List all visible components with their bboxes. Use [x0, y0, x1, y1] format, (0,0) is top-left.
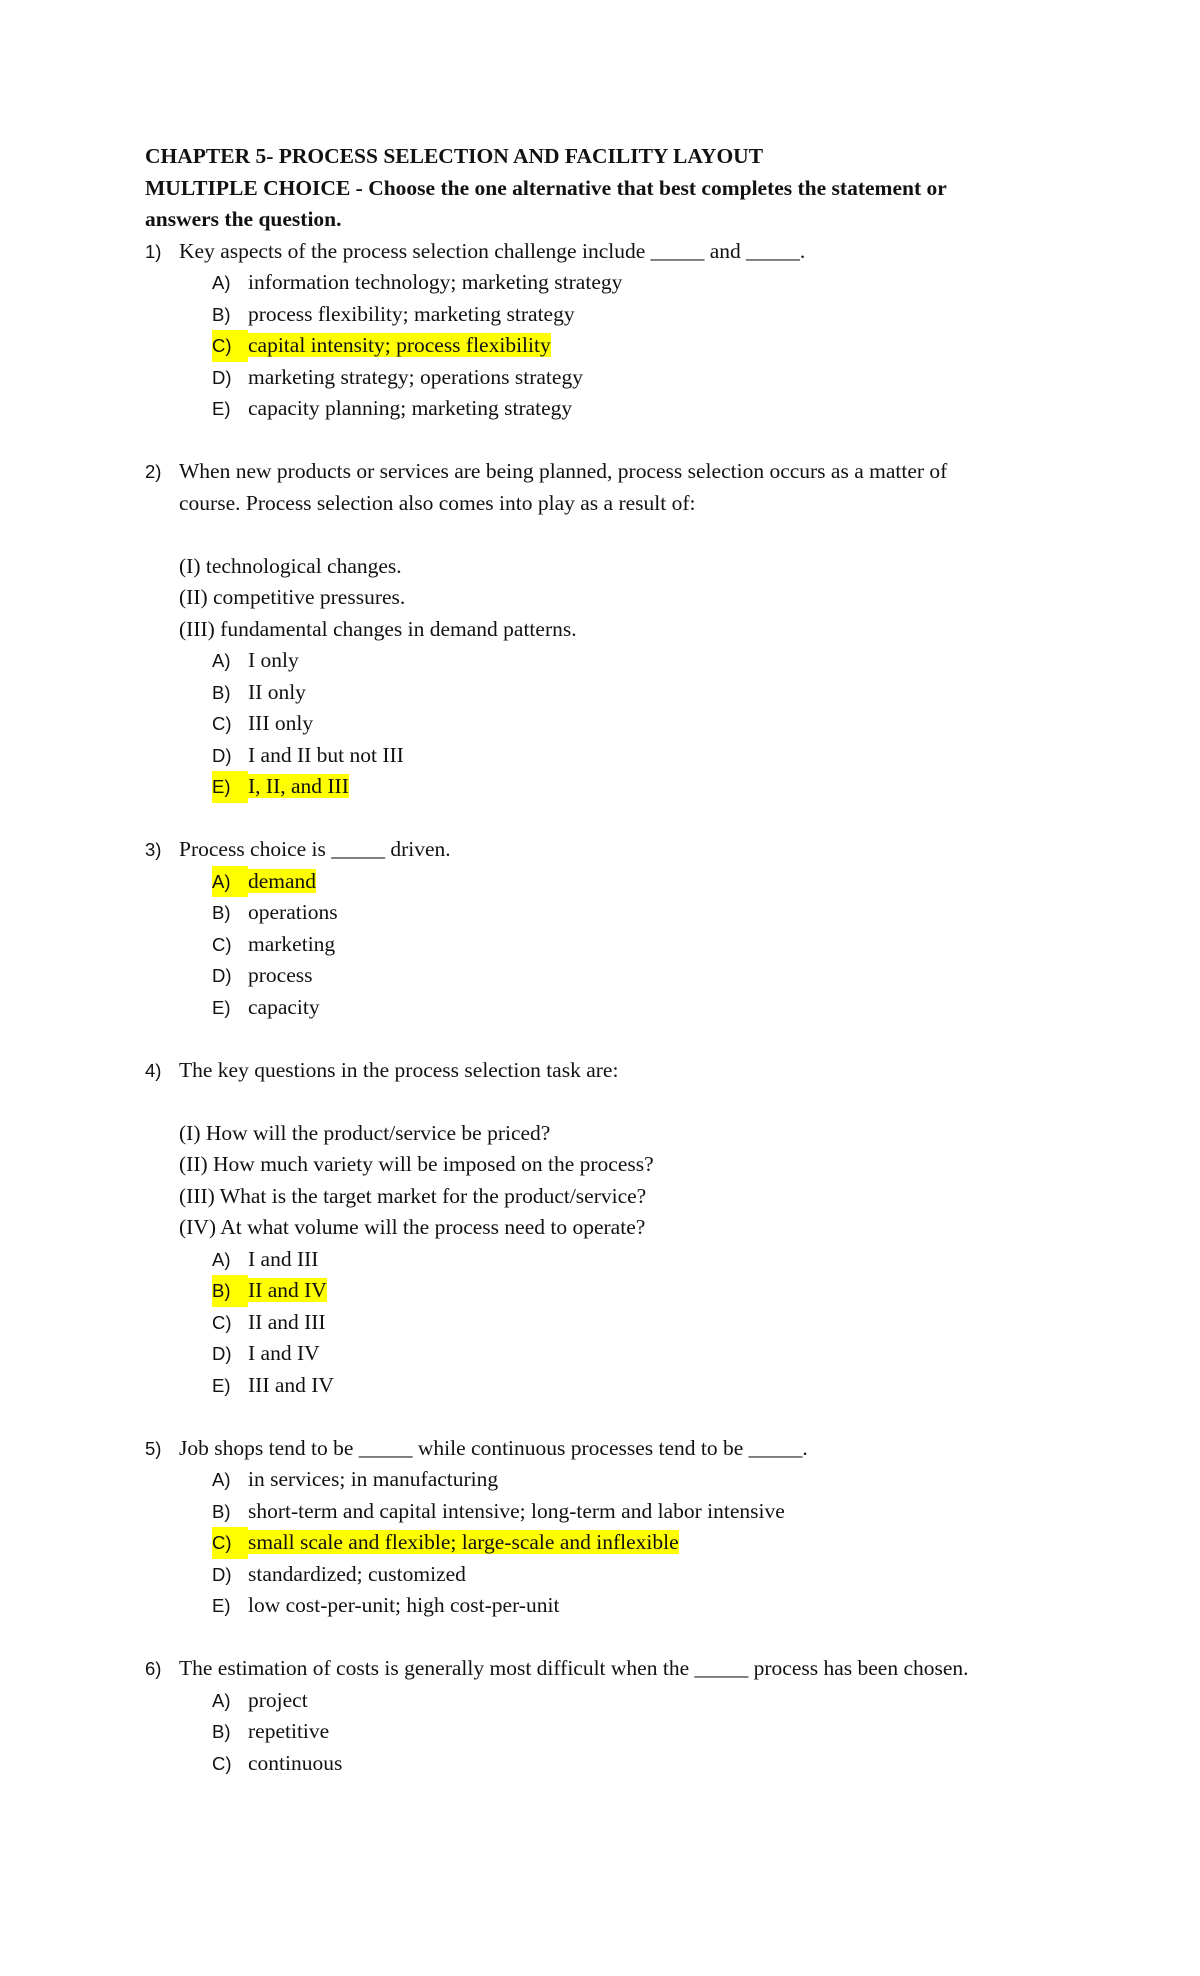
answer-option — [145, 1559, 1085, 1591]
roman-statement: (I) How will the product/service be priced? — [179, 1120, 551, 1145]
answer-option — [145, 1716, 1085, 1748]
spacer — [145, 803, 1085, 835]
instructions-line-2: answers the question. — [145, 207, 342, 231]
option-text: I and IV — [248, 1341, 320, 1365]
answer-option — [145, 1338, 1085, 1370]
question-stem — [145, 834, 1085, 866]
question-stem — [145, 1055, 1085, 1087]
question-text: Key aspects of the process selection challenge include _____ and _____. — [179, 238, 806, 263]
answer-option — [145, 267, 1085, 299]
question-1 — [145, 236, 1085, 457]
roman-statement: (II) competitive pressures. — [179, 585, 406, 609]
answer-option — [145, 1748, 1085, 1780]
option-text: demand — [248, 868, 317, 893]
option-text: II and IV — [248, 1278, 327, 1302]
question-text: The key questions in the process selection task are: — [179, 1057, 619, 1082]
spacer — [145, 1622, 1085, 1654]
question-number: 6) — [145, 1658, 162, 1679]
question-text: Process choice is _____ driven. — [179, 837, 451, 861]
option-letter: A) — [212, 650, 231, 671]
spacer — [145, 425, 1085, 457]
option-letter: B) — [212, 902, 231, 923]
option-text: project — [248, 1687, 308, 1712]
question-number: 5) — [145, 1437, 162, 1459]
chapter-title: CHAPTER 5- PROCESS SELECTION AND FACILITY LAYOUT — [145, 144, 764, 168]
spacer — [145, 519, 1085, 551]
answer-option-highlighted — [145, 330, 1085, 362]
option-text: small scale and flexible; large-scale and inflexible — [248, 1530, 679, 1554]
option-letter: C) — [212, 933, 232, 955]
option-text: I only — [248, 648, 299, 672]
option-text: process — [248, 963, 313, 987]
option-text: capacity planning; marketing strategy — [248, 396, 573, 420]
option-text: III only — [248, 711, 314, 735]
question-text: The estimation of costs is generally most difficult when the _____ process has been chosen. — [179, 1656, 969, 1680]
option-text: continuous — [248, 1750, 343, 1775]
option-letter: C) — [212, 1752, 232, 1774]
option-text: capacity — [248, 994, 320, 1019]
spacer — [145, 1023, 1085, 1055]
question-stem — [145, 456, 1085, 488]
answer-option-highlighted — [145, 771, 1085, 803]
answer-option — [145, 1244, 1085, 1276]
option-letter: A) — [212, 1469, 231, 1490]
option-letter: B) — [212, 681, 231, 703]
roman-statement: (II) How much variety will be imposed on the process? — [179, 1152, 654, 1176]
question-5 — [145, 1433, 1085, 1654]
answer-option — [145, 645, 1085, 677]
answer-option — [145, 1685, 1085, 1717]
question-4 — [145, 1055, 1085, 1433]
option-letter: C) — [212, 1311, 232, 1333]
question-2 — [145, 456, 1085, 834]
question-number: 2) — [145, 461, 162, 482]
option-letter: E) — [212, 1595, 231, 1616]
option-letter: D) — [212, 1563, 232, 1585]
question-text: course. Process selection also comes into play as a result of: — [179, 490, 696, 515]
option-letter: A) — [212, 272, 231, 293]
answer-option — [145, 1464, 1085, 1496]
option-letter: A) — [212, 866, 248, 898]
option-text: standardized; customized — [248, 1561, 466, 1586]
roman-statement: (I) technological changes. — [179, 553, 402, 578]
option-letter: C) — [212, 330, 248, 362]
option-text: marketing strategy; operations strategy — [248, 364, 583, 389]
answer-option — [145, 740, 1085, 772]
option-letter: E) — [212, 398, 231, 419]
answer-option — [145, 362, 1085, 394]
roman-statement: (IV) At what volume will the process need to operate? — [179, 1215, 646, 1239]
option-letter: E) — [212, 1374, 231, 1396]
option-text: information technology; marketing strategy — [248, 270, 623, 294]
option-letter: D) — [212, 965, 232, 986]
document-content — [145, 141, 1085, 1779]
answer-option-highlighted — [145, 866, 1085, 898]
answer-option — [145, 897, 1085, 929]
option-letter: B) — [212, 303, 231, 325]
option-text: II and III — [248, 1309, 326, 1334]
option-text: process flexibility; marketing strategy — [248, 301, 575, 326]
answer-option — [145, 299, 1085, 331]
question-stem-continued — [145, 488, 1085, 520]
option-text: capital intensity; process flexibility — [248, 333, 551, 357]
answer-option — [145, 992, 1085, 1024]
option-text: I and III — [248, 1246, 319, 1271]
option-letter: C) — [212, 1527, 248, 1559]
roman-statement: (III) What is the target market for the product/service? — [179, 1183, 647, 1208]
spacer — [145, 1401, 1085, 1433]
option-letter: D) — [212, 744, 232, 766]
question-stem — [145, 1653, 1085, 1685]
answer-option-highlighted — [145, 1527, 1085, 1559]
answer-option — [145, 1370, 1085, 1402]
answer-option — [145, 393, 1085, 425]
option-text: II only — [248, 679, 306, 704]
answer-option-highlighted — [145, 1275, 1085, 1307]
question-stem — [145, 1433, 1085, 1465]
answer-option — [145, 929, 1085, 961]
answer-option — [145, 1496, 1085, 1528]
option-text: low cost-per-unit; high cost-per-unit — [248, 1593, 560, 1617]
answer-option — [145, 1307, 1085, 1339]
answer-option — [145, 960, 1085, 992]
option-text: repetitive — [248, 1719, 330, 1743]
option-letter: A) — [212, 1248, 231, 1270]
roman-statement: (III) fundamental changes in demand patterns. — [179, 616, 577, 641]
option-letter: B) — [212, 1500, 231, 1522]
instructions-line-1: MULTIPLE CHOICE - Choose the one alternative that best completes the statement or — [145, 175, 947, 200]
spacer — [145, 1086, 1085, 1118]
question-number: 1) — [145, 240, 162, 262]
question-number: 4) — [145, 1059, 162, 1081]
option-text: short-term and capital intensive; long-term and labor intensive — [248, 1498, 785, 1523]
question-6 — [145, 1653, 1085, 1779]
option-text: I, II, and III — [248, 774, 349, 798]
option-letter: C) — [212, 713, 232, 734]
option-letter: D) — [212, 1343, 232, 1364]
option-letter: E) — [212, 996, 231, 1018]
option-letter: D) — [212, 366, 232, 388]
question-3 — [145, 834, 1085, 1055]
question-stem — [145, 236, 1085, 268]
option-letter: A) — [212, 1689, 231, 1711]
option-text: operations — [248, 900, 338, 924]
option-text: in services; in manufacturing — [248, 1467, 499, 1491]
option-letter: B) — [212, 1275, 248, 1307]
option-text: III and IV — [248, 1372, 334, 1397]
answer-option — [145, 708, 1085, 740]
question-text: When new products or services are being planned, process selection occurs as a matter of — [179, 459, 948, 483]
question-text: Job shops tend to be _____ while continuous processes tend to be _____. — [179, 1435, 808, 1460]
option-letter: B) — [212, 1721, 231, 1742]
question-number: 3) — [145, 839, 162, 860]
answer-option — [145, 1590, 1085, 1622]
option-text: marketing — [248, 931, 336, 956]
question-list — [145, 236, 1085, 1780]
answer-option — [145, 677, 1085, 709]
option-text: I and II but not III — [248, 742, 404, 767]
option-letter: E) — [212, 771, 248, 803]
